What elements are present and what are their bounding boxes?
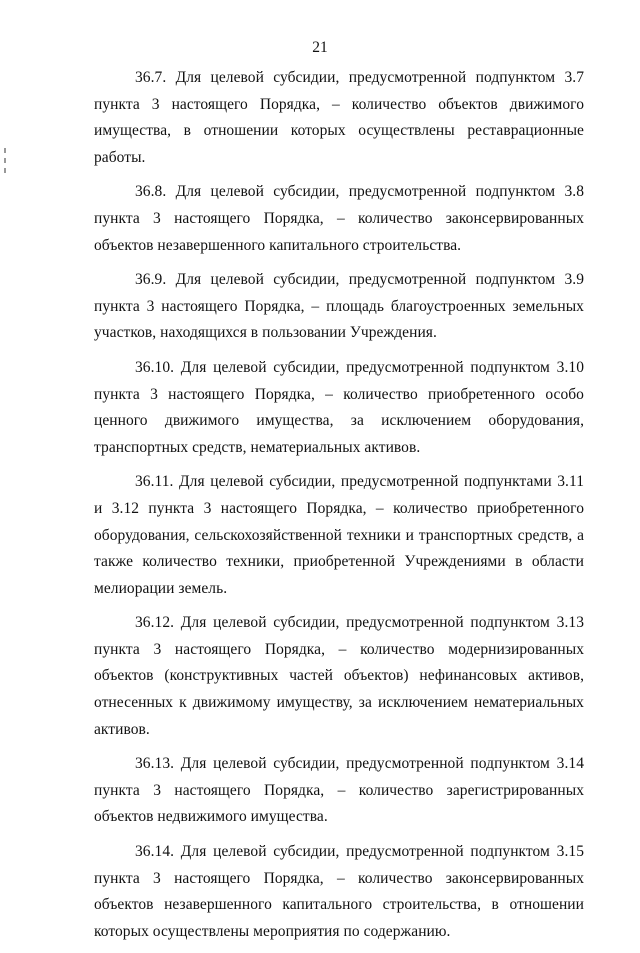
paragraph-36-12: 36.12. Для целевой субсидии, предусмотренной подпунктом 3.13 пункта 3 настоящего Порядка, – количество модернизированных объектов (конструктивных частей объектов) нефинансовых активов, отнесенных к движимому имуществу, за исключением нематериальных активов.: [94, 614, 584, 738]
paragraph-36-9: 36.9. Для целевой субсидии, предусмотренной подпунктом 3.9 пункта 3 настоящего Порядка, – площадь благоустроенных земельных участков, находящихся в пользовании Учреждения.: [94, 271, 584, 342]
page-number: 21: [312, 39, 328, 56]
scan-edge-mark: [4, 168, 6, 173]
paragraph-36-14: 36.14. Для целевой субсидии, предусмотренной подпунктом 3.15 пункта 3 настоящего Порядка, – количество законсервированных объектов незавершенного капитального строительства, в отношении которых осуществлены мероприятия по содержанию.: [94, 843, 584, 940]
document-body: [94, 65, 584, 953]
paragraph-36-10: 36.10. Для целевой субсидии, предусмотренной подпунктом 3.10 пункта 3 настоящего Порядка, – количество приобретенного особо ценного движимого имущества, за исключением оборудования, транспортных средств, нематериальных активов.: [94, 358, 584, 456]
scan-edge-mark: [4, 158, 6, 163]
paragraph-36-7: 36.7. Для целевой субсидии, предусмотренной подпунктом 3.7 пункта 3 настоящего Порядка, – количество объектов движимого имущества, в отношении которых осуществлены реставрационные работы.: [94, 69, 584, 166]
scan-edge-mark: [4, 148, 6, 153]
paragraph-36-13: 36.13. Для целевой субсидии, предусмотренной подпунктом 3.14 пункта 3 настоящего Порядка, – количество зарегистрированных объектов недвижимого имущества.: [94, 755, 584, 826]
paragraph-36-11: 36.11. Для целевой субсидии, предусмотренной подпунктами 3.11 и 3.12 пункта 3 настоящего Порядка, – количество приобретенного оборудования, сельскохозяйственной техники и транспортных средств, а также количество техники, приобретенной Учреждениями в области мелиорации земель.: [94, 473, 584, 597]
paragraph-36-8: 36.8. Для целевой субсидии, предусмотренной подпунктом 3.8 пункта 3 настоящего Порядка, – количество законсервированных объектов незавершенного капитального строительства.: [94, 183, 584, 254]
